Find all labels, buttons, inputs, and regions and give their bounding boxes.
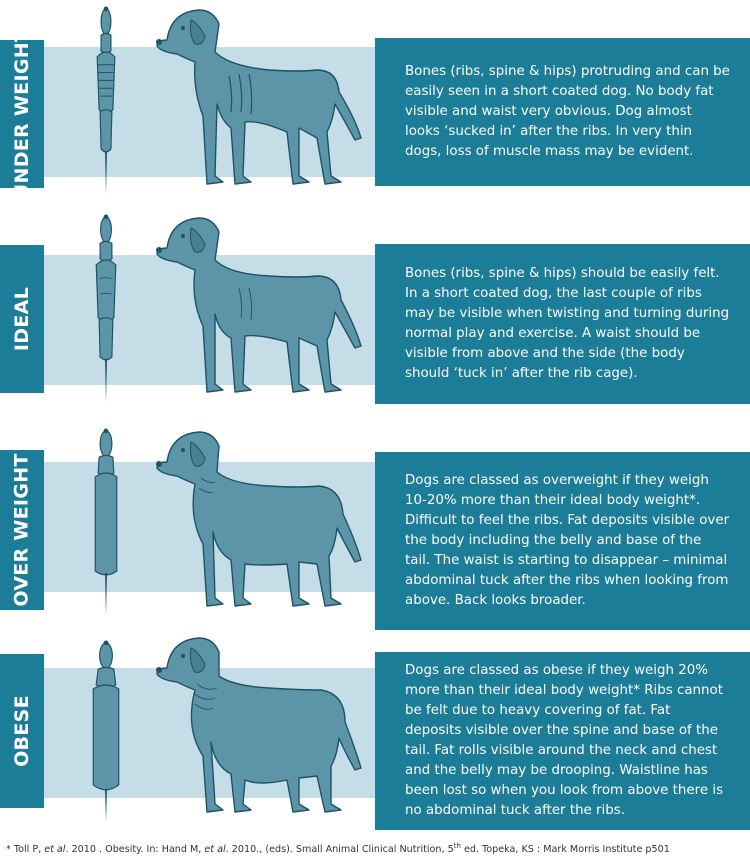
description-panel: [375, 38, 750, 186]
description-text: Bones (ribs, spine & hips) protruding and can be easily seen in a short coated dog. No body fat visible and waist very obvious. Dog almost looks ‘sucked in’ after the ribs. In very thin dogs, loss of muscle mass may be evident.: [405, 64, 730, 159]
footnote-part: * Toll P,: [6, 844, 45, 856]
dog-top-view-icon: [84, 636, 128, 832]
row-label: OVER WEIGHT: [11, 453, 33, 607]
footnote-part: . 2010., (eds). Small Animal Clinical Nutrition, 5: [225, 844, 454, 856]
description-panel: [375, 452, 750, 630]
description-text: Dogs are classed as overweight if they weigh 10-20% more than their ideal body weight*. Difficult to feel the ribs. Fat deposits visible over the body including the belly and base of the tail. The waist is starting to disappear – minimal abdominal tuck after the ribs when looking from above. Back looks broader.: [405, 473, 730, 608]
description-text: Dogs are classed as obese if they weigh 20% more than their ideal body weight* Ribs cannot be felt due to heavy covering of fat. Fat deposits visible over the spine and base of the tail. Fat rolls visible around the neck and chest and the belly may be drooping. Waistline has been lost so when you look from above there is no abdominal tuck after the ribs.: [405, 663, 724, 818]
row-label-tab: [0, 245, 44, 393]
dog-top-view-icon: [84, 424, 128, 620]
row-ideal: [0, 208, 750, 413]
row-label-tab: [0, 450, 44, 610]
footnote-superscript: th: [453, 842, 461, 850]
footnote-part: . 2010 . Obesity. In: Hand M,: [65, 844, 205, 856]
dog-side-view-icon: [148, 422, 370, 622]
dog-side-view-icon: [148, 0, 370, 200]
footnote-et-al: et al: [204, 844, 226, 856]
row-label: OBESE: [11, 695, 33, 767]
row-label: IDEAL: [11, 286, 34, 352]
description-panel: [375, 244, 750, 404]
description-panel: [375, 652, 750, 830]
dog-top-view-icon: [84, 2, 128, 198]
footnote-part: ed. Topeka, KS : Mark Morris Institute p501: [460, 844, 670, 856]
row-label-tab: [0, 28, 44, 200]
row-label-tab: [0, 654, 44, 808]
row-under-weight: [0, 0, 750, 205]
description-text: Bones (ribs, spine & hips) should be easily felt. In a short coated dog, the last couple of ribs may be visible when twisting and turning during normal play and exercise. A waist should be visible from above and the side (the body should ‘tuck in’ after the rib cage).: [405, 266, 730, 381]
row-label: UNDER WEIGHT: [11, 28, 34, 200]
row-over-weight: [0, 422, 750, 627]
dog-side-view-icon: [148, 208, 370, 408]
footnote-et-al: et al: [44, 844, 66, 856]
row-obese: [0, 628, 750, 833]
dog-side-view-icon: [148, 628, 370, 828]
footnote: [6, 842, 750, 855]
dog-top-view-icon: [84, 210, 128, 406]
